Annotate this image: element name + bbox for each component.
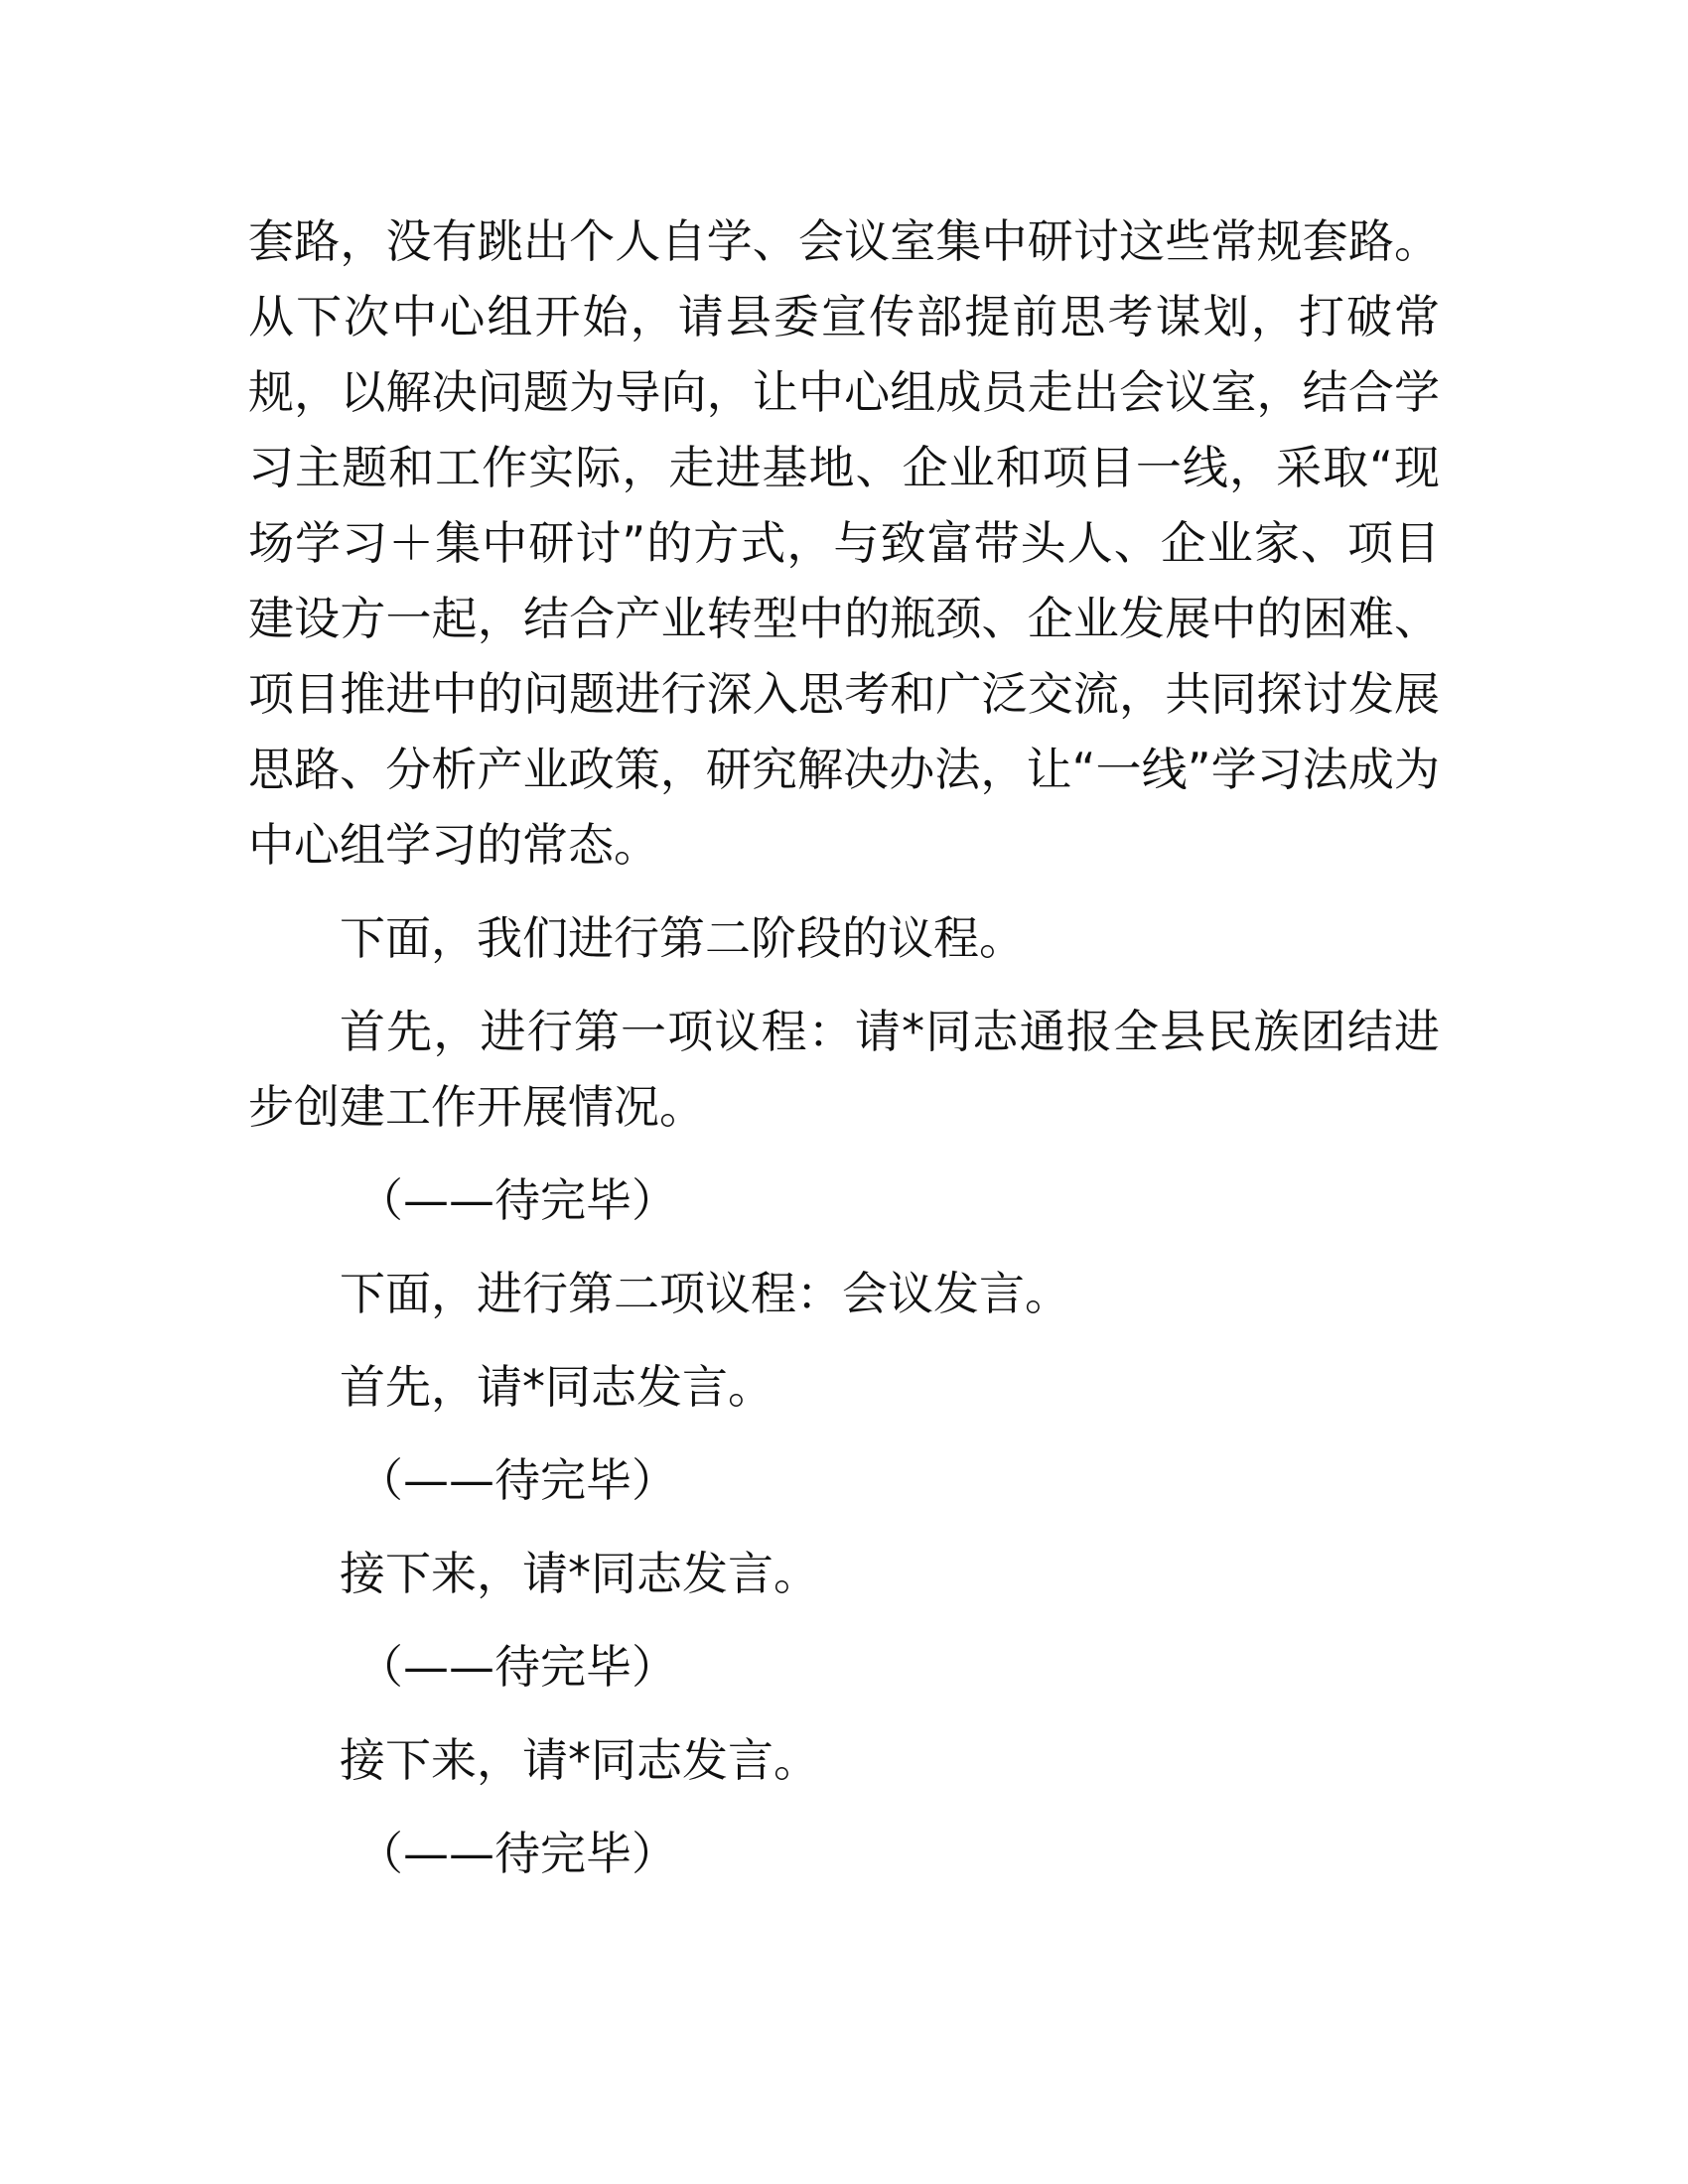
note-pending-4: （——待完毕） (357, 1827, 677, 1880)
paragraph-agenda-item-two: 下面，进行第二项议程：会议发言。 (340, 1267, 1070, 1320)
paragraph-continuation: 套路，没有跳出个人自学、会议室集中研讨这些常规套路。从下次中心组开始，请县委宣传部提前思考谋划，打破常规，以解决问题为导向，让中心组成员走出会议室，结合学习主题和工作实际，走进基地、企业和项目一线，采取“现场学习＋集中研讨”的方式，与致富带头人、企业家、项目建设方一起，结合产业转型中的瓶颈、企业发展中的困难、项目推进中的问题进行深入思考和广泛交流，共同探讨发展思路、分析产业政策，研究解决办法，让“一线”学习法成为中心组学习的常态。 (248, 214, 1440, 872)
paragraph-stage-two: 下面，我们进行第二阶段的议程。 (340, 911, 1025, 965)
paragraph-agenda-item-one: 首先，进行第一项议程：请*同志通报全县民族团结进步创建工作开展情况。 (248, 1005, 1440, 1134)
paragraph-speech-next-1: 接下来，请*同志发言。 (340, 1547, 819, 1600)
paragraph-speech-next-2: 接下来，请*同志发言。 (340, 1733, 819, 1787)
note-pending-3: （——待完毕） (357, 1640, 677, 1694)
note-pending-2: （——待完毕） (357, 1453, 677, 1507)
document-page (248, 204, 1440, 1909)
note-pending-1: （——待完毕） (357, 1173, 677, 1227)
paragraph-speech-first: 首先，请*同志发言。 (340, 1360, 774, 1414)
